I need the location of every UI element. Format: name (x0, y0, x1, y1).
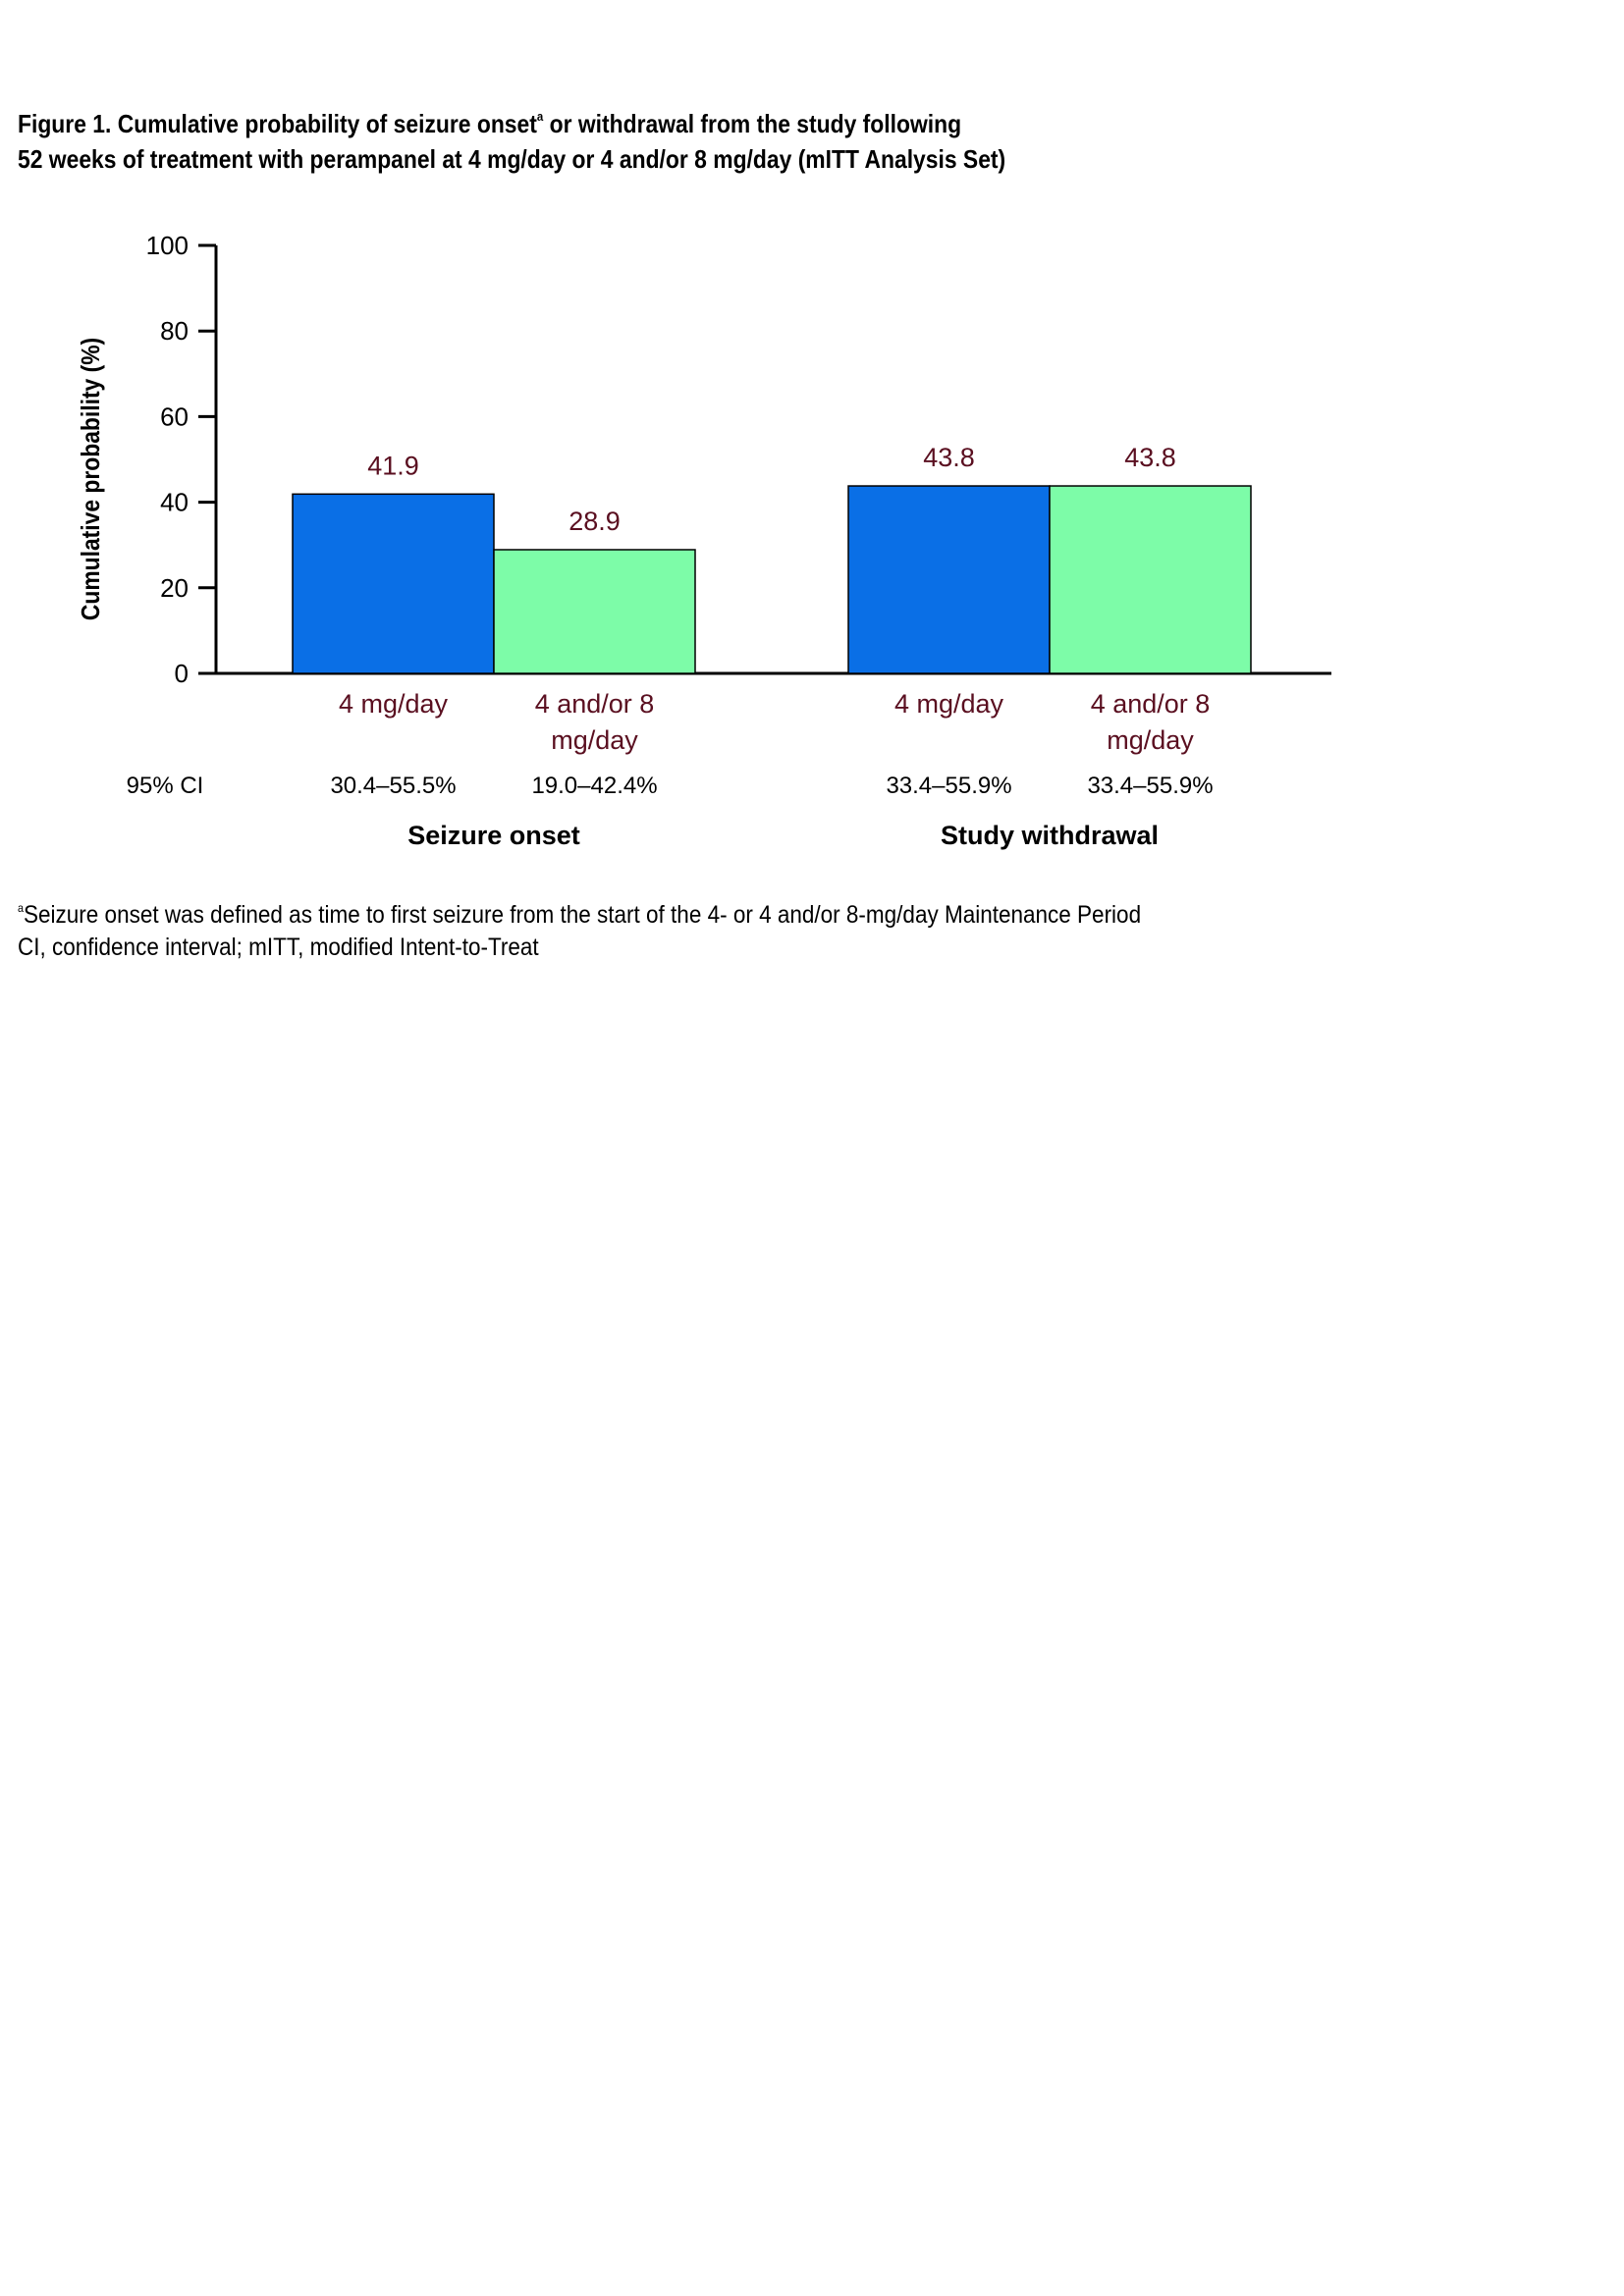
y-tick-label: 0 (174, 659, 189, 688)
bar (494, 550, 695, 673)
footnotes (18, 899, 1141, 964)
ci-value: 33.4–55.9% (1087, 773, 1214, 799)
bar-value-label: 41.9 (367, 451, 419, 481)
y-tick-label: 100 (145, 231, 189, 260)
footnote-a (18, 899, 1141, 932)
ci-value: 19.0–42.4% (531, 773, 658, 799)
category-label: mg/day (551, 725, 638, 755)
category-label: mg/day (1107, 725, 1194, 755)
footnote-superscript: a (18, 901, 25, 915)
ci-value: 30.4–55.5% (330, 773, 457, 799)
footnote-a-text: Seizure onset was defined as time to first seizure from the start of the 4- or 4 and/or 8-mg/day Maintenance Period (24, 901, 1142, 929)
bar-value-label: 28.9 (568, 506, 621, 536)
figure-title-line1 (18, 106, 1227, 141)
ci-row-label: 95% CI (126, 773, 204, 799)
bar-value-label: 43.8 (923, 443, 975, 473)
y-tick-label: 20 (160, 572, 189, 603)
y-tick-label: 80 (160, 316, 189, 347)
y-axis-label: Cumulative probability (%) (77, 337, 106, 621)
bar-chart (0, 196, 1624, 883)
category-label: 4 mg/day (893, 689, 1004, 719)
category-label: 4 mg/day (338, 689, 449, 719)
title-superscript: a (536, 109, 544, 124)
category-label: 4 and/or 8 (534, 689, 655, 719)
category-label: 4 and/or 8 (1090, 689, 1211, 719)
y-tick-label: 40 (160, 487, 189, 517)
group-label: Study withdrawal (940, 821, 1160, 850)
title-text-part2: or withdrawal from the study following (543, 109, 962, 138)
y-tick-label: 60 (160, 401, 189, 432)
footnote-abbreviations: CI, confidence interval; mITT, modified Intent-to-Treat (18, 934, 539, 961)
ci-value: 33.4–55.9% (886, 773, 1012, 799)
bar (1050, 486, 1251, 673)
group-label: Seizure onset (407, 821, 580, 850)
bar-value-label: 43.8 (1124, 443, 1176, 473)
bar (293, 494, 494, 673)
figure-title-line2: 52 weeks of treatment with perampanel at 4 mg/day or 4 and/or 8 mg/day (mITT Analysis Set) (18, 144, 1006, 174)
bar (848, 486, 1050, 673)
figure-title (18, 106, 1227, 177)
title-text-part1: Figure 1. Cumulative probability of seizure onset (18, 109, 537, 138)
